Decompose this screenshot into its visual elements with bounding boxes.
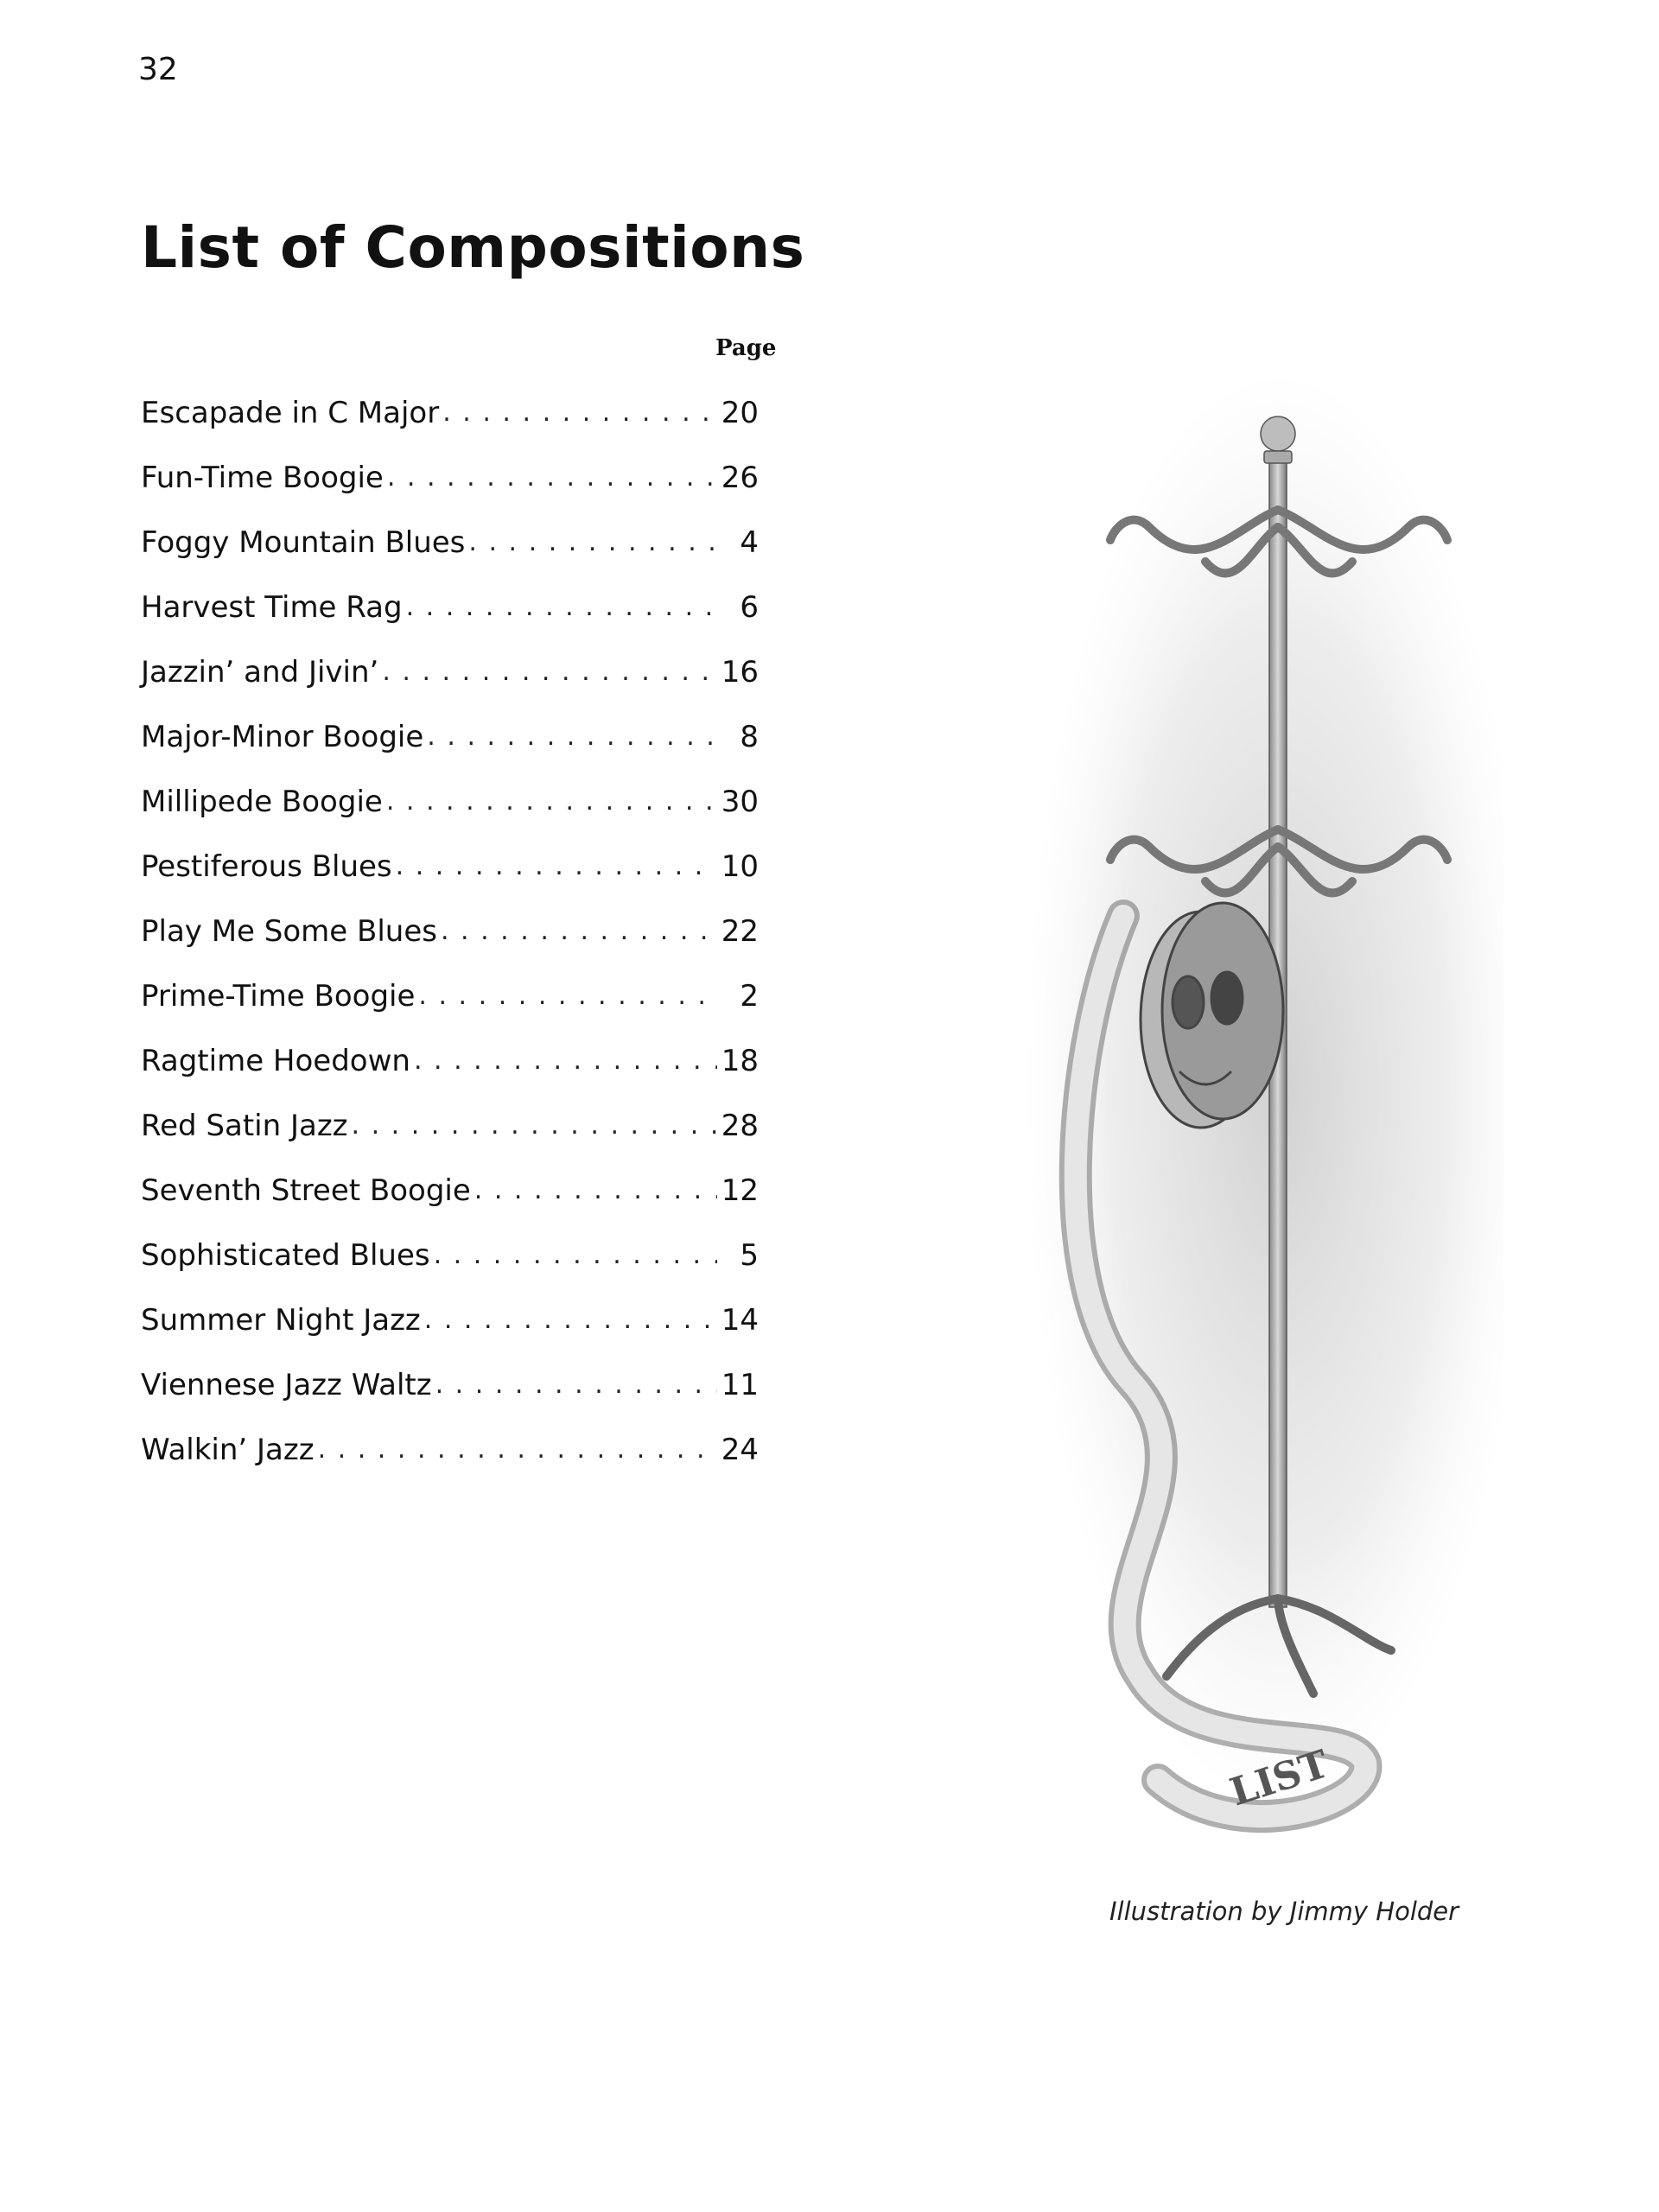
page-title: List of Compositions [141, 214, 805, 281]
illustration-credit: Illustration by Jimmy Holder [1109, 1897, 1459, 1926]
composition-page: 26 [721, 460, 759, 495]
composition-entry [141, 834, 759, 899]
composition-page: 28 [721, 1108, 759, 1143]
dot-leader [468, 527, 717, 557]
composition-page: 5 [740, 1237, 759, 1273]
composition-page: 11 [721, 1367, 759, 1402]
composition-title: Walkin’ Jazz [141, 1432, 315, 1467]
composition-entry [141, 1223, 759, 1287]
composition-entry [141, 510, 759, 575]
composition-page: 6 [740, 589, 759, 625]
composition-page: 18 [721, 1043, 759, 1078]
composition-page: 24 [721, 1432, 759, 1467]
composition-page: 16 [721, 654, 759, 690]
composition-entry [141, 899, 759, 963]
composition-title: Escapade in C Major [141, 395, 440, 430]
composition-title: Red Satin Jazz [141, 1108, 348, 1143]
composition-title: Harvest Time Rag [141, 589, 403, 625]
composition-title: Foggy Mountain Blues [141, 524, 466, 560]
composition-entry [141, 380, 759, 445]
composition-page: 2 [740, 978, 759, 1014]
composition-page: 12 [721, 1173, 759, 1208]
coat-rack-illustration [1020, 380, 1503, 1866]
composition-title: Seventh Street Boogie [141, 1173, 471, 1208]
composition-title: Play Me Some Blues [141, 913, 437, 949]
composition-title: Jazzin’ and Jivin’ [141, 654, 379, 690]
composition-page: 4 [740, 524, 759, 560]
ribbon-lettering: LIST [1224, 1742, 1334, 1815]
dot-leader [414, 1046, 717, 1076]
dot-leader [352, 1110, 717, 1141]
page-column-header: Page [715, 335, 777, 361]
dot-leader [424, 1305, 717, 1335]
composition-list [141, 380, 759, 1482]
composition-page: 10 [721, 849, 759, 884]
composition-entry [141, 1158, 759, 1223]
composition-entry [141, 1417, 759, 1482]
composition-title: Major-Minor Boogie [141, 719, 424, 754]
dot-leader [442, 397, 717, 428]
composition-title: Millipede Boogie [141, 784, 383, 819]
composition-entry [141, 769, 759, 834]
dot-leader [382, 657, 717, 687]
masks [1141, 903, 1283, 1128]
composition-page: 20 [721, 395, 759, 430]
composition-entry [141, 1093, 759, 1158]
page-number: 32 [138, 52, 178, 87]
dot-leader [386, 786, 717, 817]
dot-leader [474, 1175, 717, 1205]
composition-entry [141, 639, 759, 704]
composition-title: Ragtime Hoedown [141, 1043, 410, 1078]
composition-entry [141, 1287, 759, 1352]
composition-page: 14 [721, 1302, 759, 1338]
dot-leader [396, 851, 717, 881]
composition-title: Viennese Jazz Waltz [141, 1367, 432, 1402]
composition-entry [141, 575, 759, 639]
composition-entry [141, 1352, 759, 1417]
composition-title: Prime-Time Boogie [141, 978, 416, 1014]
composition-page: 8 [740, 719, 759, 754]
composition-title: Sophisticated Blues [141, 1237, 430, 1273]
composition-entry [141, 1028, 759, 1093]
dot-leader [435, 1370, 717, 1400]
dot-leader [418, 981, 717, 1011]
composition-entry [141, 704, 759, 769]
composition-title: Fun-Time Boogie [141, 460, 384, 495]
dot-leader [318, 1434, 717, 1465]
composition-title: Pestiferous Blues [141, 849, 392, 884]
composition-title: Summer Night Jazz [141, 1302, 421, 1338]
dot-leader [441, 916, 717, 946]
dot-leader [427, 721, 717, 752]
dot-leader [406, 592, 717, 622]
composition-page: 22 [721, 913, 759, 949]
composition-page: 30 [721, 784, 759, 819]
dot-leader [434, 1240, 717, 1270]
composition-entry [141, 963, 759, 1028]
composition-entry [141, 445, 759, 510]
dot-leader [387, 462, 717, 493]
